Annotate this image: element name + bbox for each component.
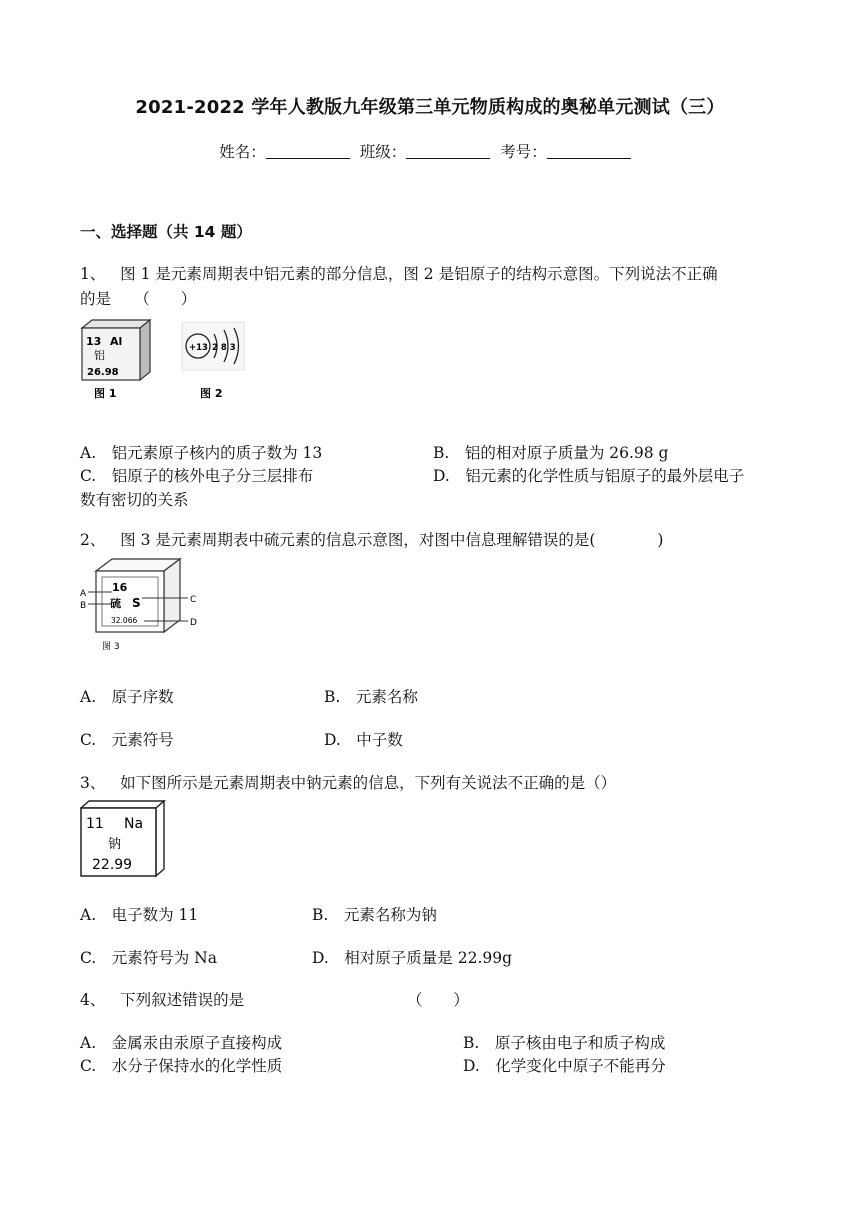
question-4-number: 4、	[80, 991, 106, 1009]
fig1-mass: 26.98	[87, 367, 119, 378]
question-3-option-d: D. 相对原子质量是 22.99g	[312, 949, 513, 967]
fig3-number: 16	[112, 581, 128, 594]
fig1-caption: 图 1	[94, 387, 117, 400]
fig2-shells: 2 8 3	[212, 343, 236, 353]
question-1-option-c: C. 铝原子的核外电子分三层排布	[80, 467, 314, 485]
question-2-figure	[80, 556, 208, 656]
question-3-option-c: C. 元素符号为 Na	[80, 949, 217, 967]
question-2-option-b: B. 元素名称	[324, 688, 418, 706]
question-4-option-c: C. 水分子保持水的化学性质	[80, 1057, 283, 1075]
question-1-option-d-cont: 数有密切的关系	[80, 491, 189, 509]
question-4-option-d: D. 化学变化中原子不能再分	[463, 1057, 666, 1075]
fig3-caption: 图 3	[102, 642, 120, 652]
question-2-option-c: C. 元素符号	[80, 731, 174, 749]
question-1-number: 1、	[80, 265, 106, 283]
sulfur-element-box	[80, 559, 197, 652]
question-2-option-a: A. 原子序数	[80, 688, 174, 706]
fig3-mass: 32.066	[111, 616, 138, 625]
question-2-stem: 2、 图 3 是元素周期表中硫元素的信息示意图，对图中信息理解错误的是( )	[80, 531, 664, 549]
sodium-element-box	[81, 801, 164, 876]
fig3-label-b: B	[80, 601, 87, 611]
page-title: 2021-2022 学年人教版九年级第三单元物质构成的奥秘单元测试（三）	[135, 97, 725, 118]
question-1-stem-line2: 的是 （ ）	[80, 290, 197, 308]
question-1-option-b: B. 铝的相对原子质量为 26.98 g	[433, 444, 669, 462]
question-2-option-d: D. 中子数	[324, 731, 403, 749]
number-blank	[547, 144, 631, 159]
question-3-figure	[80, 800, 166, 878]
fig2-nucleus: +13	[189, 343, 208, 353]
fig3-name: 硫	[110, 597, 121, 610]
fig3-label-d: D	[190, 618, 197, 628]
fig1-symbol: Al	[110, 335, 123, 348]
question-3-stem: 3、 如下图所示是元素周期表中钠元素的信息，下列有关说法不正确的是（）	[80, 774, 617, 792]
section-title: 一、选择题（共 14 题）	[80, 223, 252, 241]
fig3-label-a: A	[80, 589, 87, 599]
fig4-number: 11	[86, 816, 104, 832]
question-1-option-d: D. 铝元素的化学性质与铝原子的最外层电子	[433, 467, 745, 485]
aluminum-atom-diagram	[182, 322, 244, 400]
question-1-stem-line1: 1、 图 1 是元素周期表中铝元素的部分信息，图 2 是铝原子的结构示意图。下列说法不正确	[80, 265, 718, 283]
question-4-option-a: A. 金属汞由汞原子直接构成	[80, 1034, 283, 1052]
question-3-option-b: B. 元素名称为钠	[312, 906, 437, 924]
question-4-option-b: B. 原子核由电子和质子构成	[463, 1034, 666, 1052]
fig1-name: 铝	[94, 349, 105, 362]
fig4-symbol: Na	[124, 816, 144, 832]
fig1-number: 13	[86, 335, 102, 348]
name-label: 姓名：	[219, 143, 266, 161]
student-info-line	[0, 140, 860, 162]
question-2-number: 2、	[80, 531, 106, 549]
aluminum-element-box	[82, 320, 150, 400]
number-label: 考号：	[500, 143, 547, 161]
fig3-label-c: C	[190, 595, 197, 605]
fig3-symbol: S	[132, 596, 141, 610]
question-1-option-a: A. 铝元素原子核内的质子数为 13	[80, 444, 323, 462]
question-4-stem: 4、 下列叙述错误的是 （ ）	[80, 991, 469, 1009]
question-3-option-a: A. 电子数为 11	[80, 906, 199, 924]
question-1-figure	[80, 318, 250, 404]
fig2-caption: 图 2	[200, 387, 223, 400]
fig4-name: 钠	[108, 837, 122, 852]
fig4-mass: 22.99	[92, 857, 133, 873]
name-blank	[266, 144, 350, 159]
question-3-number: 3、	[80, 774, 106, 792]
class-blank	[406, 144, 490, 159]
class-label: 班级：	[359, 143, 407, 161]
